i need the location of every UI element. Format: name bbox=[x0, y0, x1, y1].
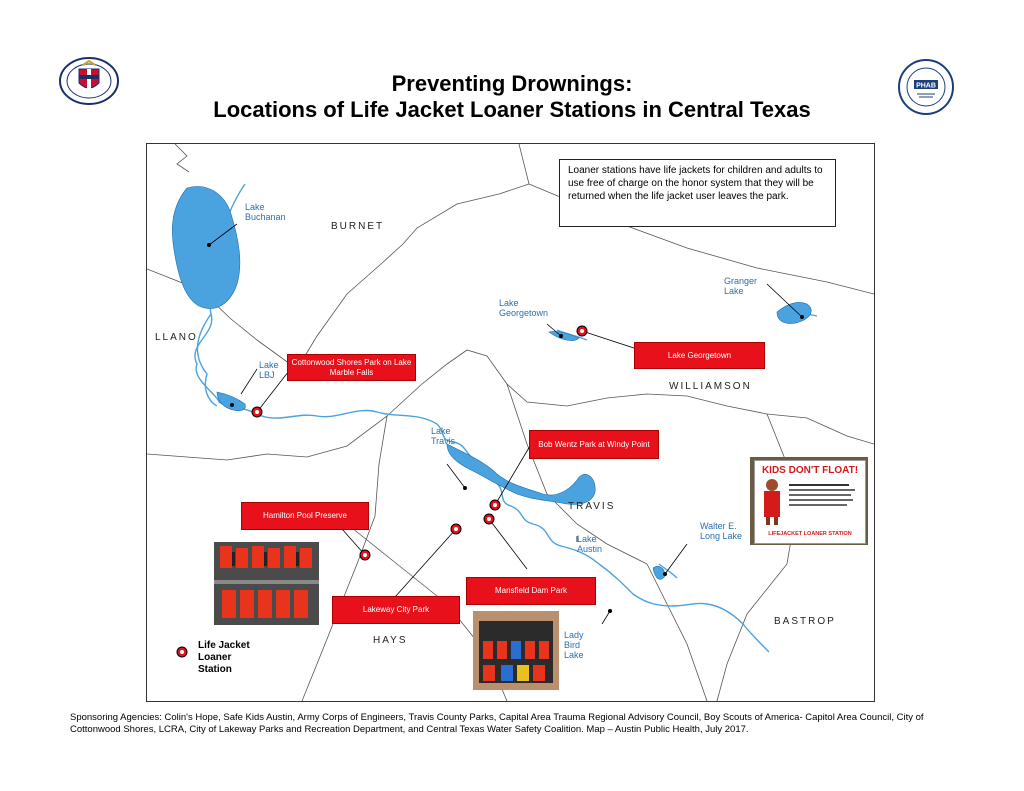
callout-lakeway: Lakeway City Park bbox=[332, 596, 460, 624]
county-label-burnet: BURNET bbox=[331, 221, 385, 232]
lake-label-granger: Granger Lake bbox=[724, 276, 758, 296]
mascot-icon bbox=[759, 477, 785, 527]
life-jacket-rack-photo bbox=[214, 542, 319, 625]
page-title: Preventing Drownings: bbox=[391, 71, 633, 96]
lake-label-lbj: Lake LBJ bbox=[259, 360, 279, 380]
kids-dont-float-sign-photo bbox=[750, 457, 868, 545]
page-subtitle: Locations of Life Jacket Loaner Stations in Central Texas bbox=[213, 97, 811, 122]
city-of-austin-seal-icon bbox=[58, 57, 120, 105]
svg-text:PHAB: PHAB bbox=[916, 82, 936, 90]
lake-label-walter: Walter E. Long Lake bbox=[700, 521, 743, 541]
county-label-llano: LLANO bbox=[155, 332, 198, 343]
county-label-bastrop: BASTROP bbox=[774, 616, 836, 627]
callout-bobwentz: Bob Wentz Park at Windy Point bbox=[529, 430, 659, 459]
granger-lake-shape bbox=[777, 302, 811, 323]
callout-cottonwood: Cottonwood Shores Park on Lake Marble Falls bbox=[287, 354, 416, 381]
phab-accreditation-seal-icon bbox=[897, 58, 955, 116]
lake-label-ladybird: Lady Bird Lake bbox=[564, 630, 584, 660]
sign-footer: LIFEJACKET LOANER STATION bbox=[768, 531, 852, 537]
lake-label-georgetown: Lake Georgetown bbox=[499, 298, 549, 318]
callout-mansfield: Mansfield Dam Park bbox=[466, 577, 596, 605]
loaner-station-photo bbox=[473, 611, 559, 690]
lake-label-buchanan: Lake Buchanan bbox=[245, 202, 286, 222]
sign-body-text bbox=[789, 481, 859, 519]
county-label-williamson: WILLIAMSON bbox=[669, 381, 752, 392]
sponsor-text: Sponsoring Agencies: Colin's Hope, Safe Kids Austin, Army Corps of Engineers, Travis County Parks, Capital Area Trauma Regional Advisory Council, Boy Scouts of America- Capitol Area Council, City of Cottonwood Shores, LCRA, City of Lakeway Parks and Recreation Department, and Central Texas Water Safety Coalition. Map – Austin Public Health, July 2017. bbox=[70, 712, 924, 735]
legend-label: Life Jacket Loaner Station bbox=[198, 640, 250, 675]
county-label-travis: TRAVIS bbox=[568, 501, 616, 512]
lake-lbj-shape bbox=[217, 392, 245, 411]
lake-buchanan-shape bbox=[172, 186, 240, 308]
lake-label-austin: Lake Austin bbox=[577, 534, 603, 554]
callout-georgetown: Lake Georgetown bbox=[634, 342, 765, 369]
info-box: Loaner stations have life jackets for children and adults to use free of charge on the honor system that they will be returned when the life jacket user leaves the park. bbox=[559, 159, 836, 227]
callout-hamilton: Hamilton Pool Preserve bbox=[241, 502, 369, 530]
sign-board bbox=[754, 460, 866, 544]
walter-e-long-lake-shape bbox=[653, 566, 665, 579]
lake-georgetown-shape bbox=[549, 331, 579, 340]
sign-title: KIDS DON'T FLOAT! bbox=[761, 465, 859, 476]
lake-label-travis: Lake Travis bbox=[431, 426, 456, 446]
county-label-hays: HAYS bbox=[373, 635, 408, 646]
